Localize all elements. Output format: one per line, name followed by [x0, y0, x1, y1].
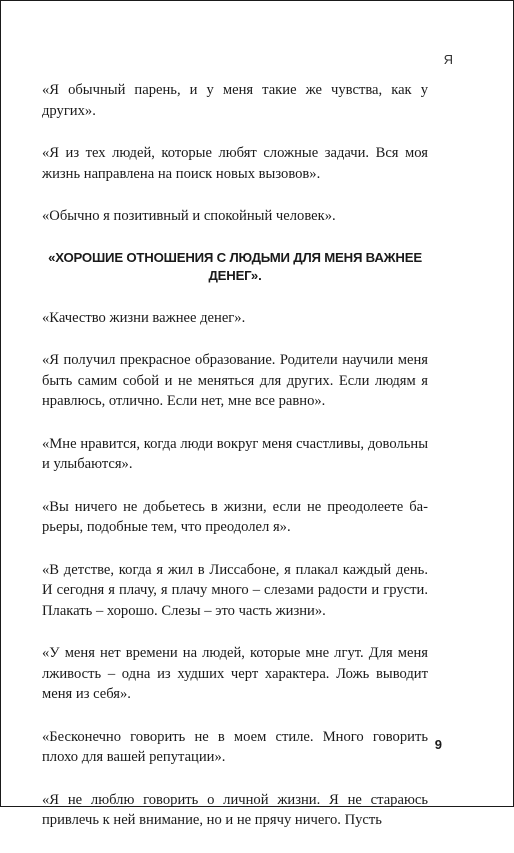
running-head: Я: [443, 52, 453, 67]
quote-paragraph: «В детстве, когда я жил в Лиссабоне, я плакал каждый день. И сегодня я плачу, я плачу много – слезами радости и грусти. Плакать – хорошо. Слезы – это часть жизни».: [42, 561, 428, 619]
quote-paragraph: «Вы ничего не добьетесь в жизни, если не преодолеете барьеры, подобные тем, что преодолел я».: [42, 498, 428, 535]
page-number: 9: [434, 737, 442, 752]
quote-paragraph: «Я из тех людей, которые любят сложные задачи. Вся моя жизнь направлена на поиск новых вызовов».: [42, 145, 428, 182]
section-heading: «ХОРОШИЕ ОТНОШЕНИЯ С ЛЮДЬМИ ДЛЯ МЕНЯ ВАЖНЕЕ ДЕНЕГ».: [48, 249, 422, 283]
quote-paragraph: «Бесконечно говорить не в моем стиле. Много говорить плохо для вашей репутации».: [42, 728, 428, 765]
quote-paragraph: «Качество жизни важнее денег».: [42, 309, 246, 326]
page-body: [42, 80, 428, 853]
quote-paragraph: «У меня нет времени на людей, которые мне лгут. Для меня лживость – одна из худших черт характера. Ложь выводит меня из себя».: [42, 645, 428, 702]
quote-paragraph: «Мне нравится, когда люди вокруг меня счастливы, довольны и улыбаются».: [42, 435, 428, 472]
quote-paragraph: «Обычно я позитивный и спокойный человек».: [42, 208, 336, 224]
quote-paragraph: «Я не люблю говорить о личной жизни. Я не стараюсь привлечь к ней внимание, но и не прячу ничего. Пусть: [42, 791, 428, 828]
quote-paragraph: «Я обычный парень, и у меня такие же чувства, как у других».: [42, 82, 428, 119]
quote-paragraph: «Я получил прекрасное образование. Родители научили меня быть самим собой и не меняться для других. Если людям я нравлюсь, отлично. Если нет, мне все равно».: [42, 352, 428, 409]
